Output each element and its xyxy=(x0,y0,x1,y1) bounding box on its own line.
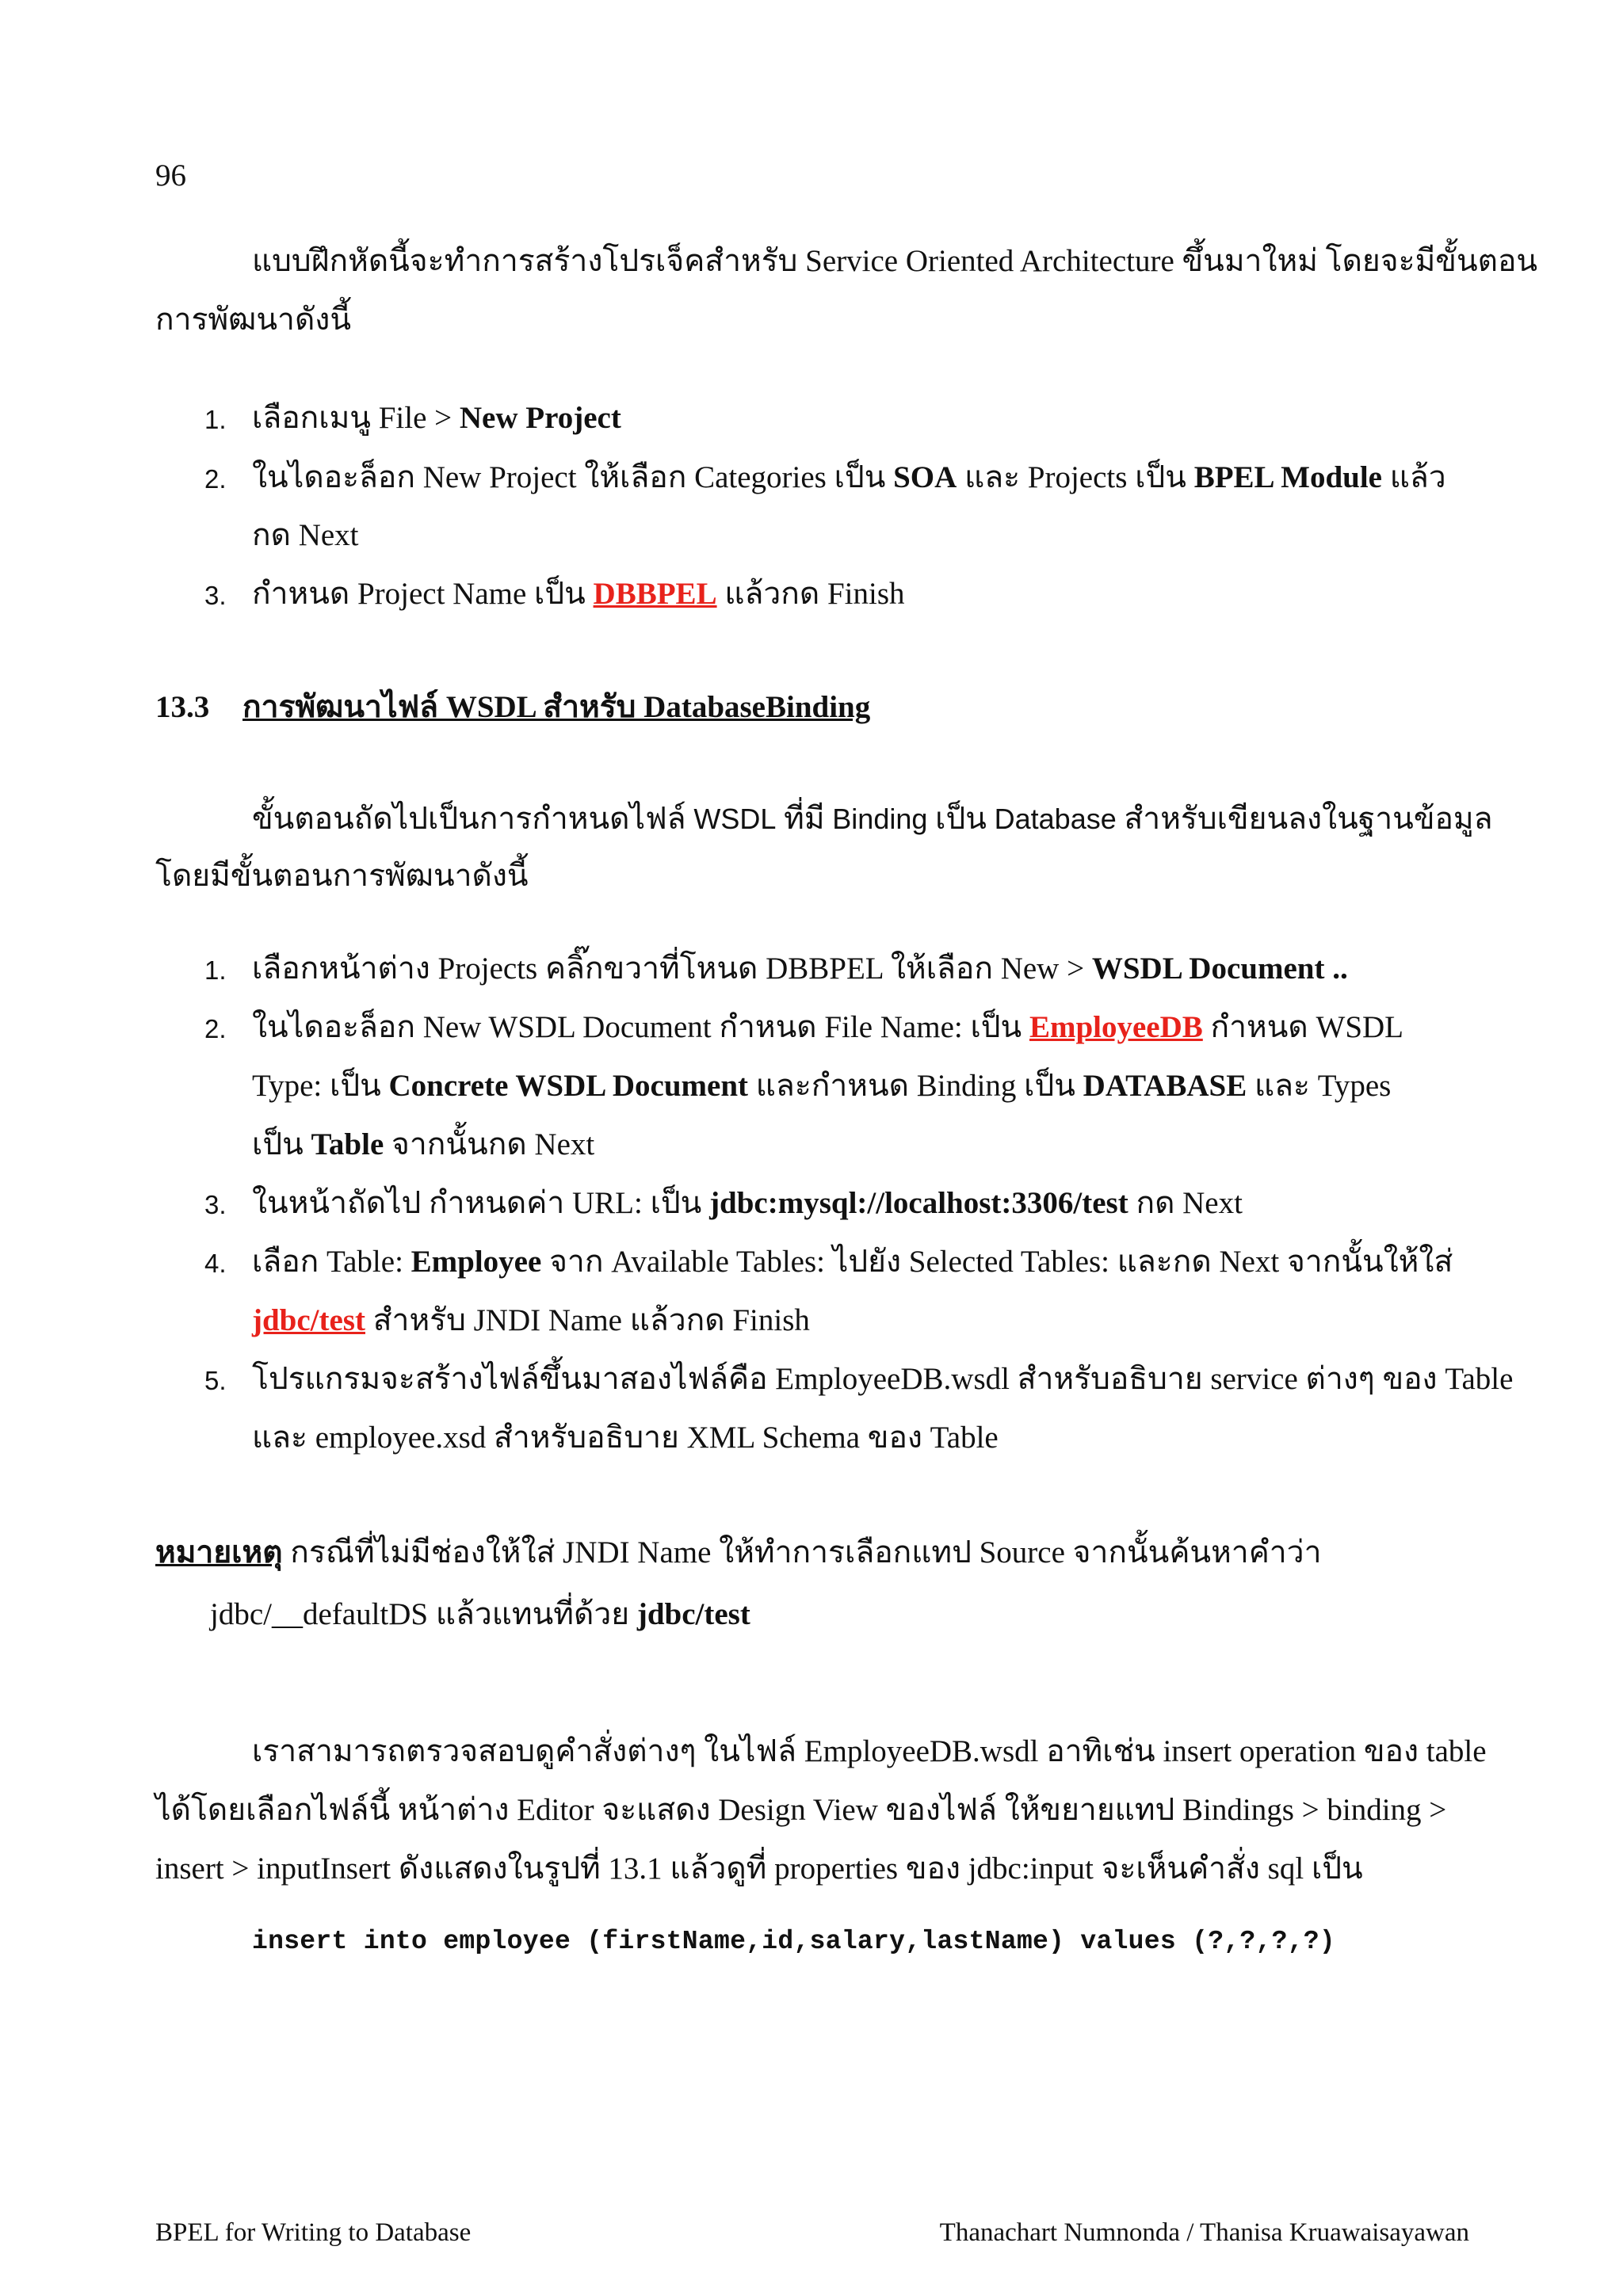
step-b1-text: เลือกหน้าต่าง Projects คลิ๊กขวาที่โหนด DBBPEL ให้เลือก New > WSDL Document .. xyxy=(252,952,1348,986)
step-b3-text: ในหน้าถัดไป กำหนดค่า URL: เป็น jdbc:mysql://localhost:3306/test กด Next xyxy=(252,1186,1243,1220)
section-number: 13.3 xyxy=(155,690,210,724)
step-b2-number: 2. xyxy=(204,1014,227,1043)
para3-line-2: ได้โดยเลือกไฟล์นี้ หน้าต่าง Editor จะแสดง Design View ของไฟล์ ให้ขยายแทป Bindings > binding > xyxy=(155,1793,1447,1827)
step-b4-line-2: jdbc/test สำหรับ JNDI Name แล้วกด Finish xyxy=(252,1303,810,1337)
step-b3-number: 3. xyxy=(204,1190,227,1219)
note-label: หมายเหตุ xyxy=(155,1535,283,1569)
step-b2-text: ในไดอะล็อก New WSDL Document กำหนด File Name: เป็น EmployeeDB กำหนด WSDL xyxy=(252,1010,1403,1044)
intro-line-1: แบบฝึกหัดนี้จะทำการสร้างโปรเจ็คสำหรับ Service Oriented Architecture ขึ้นมาใหม่ โดยจะมีขั้นตอน xyxy=(252,244,1538,278)
sql-code-line: insert into employee (firstName,id,salary,lastName) values (?,?,?,?) xyxy=(252,1927,1336,1956)
para3-line-1: เราสามารถตรวจสอบดูคำสั่งต่างๆ ในไฟล์ EmployeeDB.wsdl อาทิเช่น insert operation ของ table xyxy=(252,1734,1487,1768)
note-line-1: หมายเหตุ กรณีที่ไม่มีช่องให้ใส่ JNDI Name ให้ทำการเลือกแทป Source จากนั้นค้นหาคำว่า xyxy=(155,1535,1322,1569)
step-a2-text: ในไดอะล็อก New Project ให้เลือก Categories เป็น SOA และ Projects เป็น BPEL Module แล้ว xyxy=(252,460,1446,494)
jndi-name-value: jdbc/test xyxy=(252,1303,365,1337)
footer-right: Thanachart Numnonda / Thanisa Kruawaisayawan xyxy=(939,2218,1469,2247)
step-b4-text: เลือก Table: Employee จาก Available Tables: ไปยัง Selected Tables: และกด Next จากนั้นให้ใส่ xyxy=(252,1245,1453,1279)
intro-line-2: การพัฒนาดังนี้ xyxy=(155,303,351,337)
step-a2-line-2: กด Next xyxy=(252,518,359,552)
step-b5-text: โปรแกรมจะสร้างไฟล์ขึ้นมาสองไฟล์คือ EmployeeDB.wsdl สำหรับอธิบาย service ต่างๆ ของ Table xyxy=(252,1362,1514,1396)
section-title: การพัฒนาไฟล์ WSDL สำหรับ DatabaseBinding xyxy=(242,690,871,724)
note-line-2: jdbc/__defaultDS แล้วแทนที่ด้วย jdbc/test xyxy=(210,1597,750,1631)
step-a2-number: 2. xyxy=(204,464,227,494)
step-b1-number: 1. xyxy=(204,955,227,985)
step-a1-text: เลือกเมนู File > New Project xyxy=(252,401,621,435)
footer-left: BPEL for Writing to Database xyxy=(155,2218,472,2247)
file-name-value: EmployeeDB xyxy=(1029,1010,1203,1044)
para2-line-1: ขั้นตอนถัดไปเป็นการกำหนดไฟล์ WSDL ที่มี Binding เป็น Database สำหรับเขียนลงในฐานข้อมูล xyxy=(252,802,1493,836)
step-b5-line-2: และ employee.xsd สำหรับอธิบาย XML Schema ของ Table xyxy=(252,1421,999,1455)
step-b5-number: 5. xyxy=(204,1366,227,1395)
step-b4-number: 4. xyxy=(204,1249,227,1278)
step-a3-text: กำหนด Project Name เป็น DBBPEL แล้วกด Finish xyxy=(252,577,905,611)
project-name-value: DBBPEL xyxy=(593,577,717,611)
para3-line-3: insert > inputInsert ดังแสดงในรูปที่ 13.1 แล้วดูที่ properties ของ jdbc:input จะเห็นคำสั่ง sql เป็น xyxy=(155,1852,1363,1886)
step-a3-number: 3. xyxy=(204,581,227,610)
para2-line-2: โดยมีขั้นตอนการพัฒนาดังนี้ xyxy=(155,859,529,893)
page-number: 96 xyxy=(155,158,186,193)
step-b2-line-2: Type: เป็น Concrete WSDL Document และกำหนด Binding เป็น DATABASE และ Types xyxy=(252,1069,1392,1103)
step-b2-line-3: เป็น Table จากนั้นกด Next xyxy=(252,1127,595,1161)
step-a1-number: 1. xyxy=(204,405,227,434)
